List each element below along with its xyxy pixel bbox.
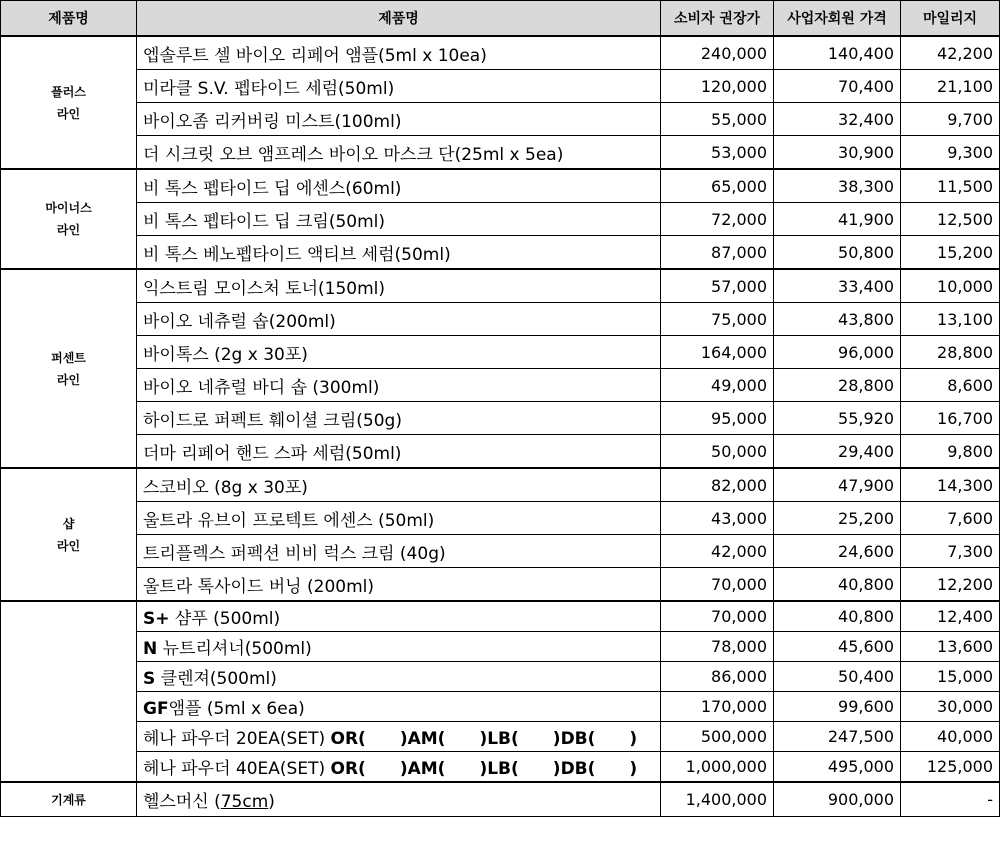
product-name-cell [137,662,661,692]
table-row [1,303,1000,336]
category-label: 라인 [56,106,81,121]
mileage-cell: 9,300 [901,136,1000,170]
mileage-cell: 12,400 [901,601,1000,632]
table-header-row [1,1,1000,37]
member-price-cell: 50,800 [774,236,901,270]
table-row [1,535,1000,568]
table-row [1,269,1000,303]
product-name-cell [137,103,661,136]
member-price-cell: 247,500 [774,722,901,752]
option-label: ) [629,729,638,749]
product-name-cell [137,692,661,722]
product-name-cell [137,269,661,303]
retail-price-cell: 50,000 [661,435,774,469]
retail-price-cell: 87,000 [661,236,774,270]
product-name-cell [137,435,661,469]
mileage-cell: 9,800 [901,435,1000,469]
table-row [1,722,1000,752]
option-label: OR( [330,729,366,749]
product-size: 75cm [220,792,269,812]
retail-price-cell: 170,000 [661,692,774,722]
product-name: 엡솔루트 셀 바이오 리페어 앰플(5ml x 10ea) [143,45,487,66]
product-name: 울트라 톡사이드 버닝 (200ml) [143,576,375,597]
product-name-cell [137,136,661,170]
category-label: 라인 [56,372,81,387]
product-name-cell [137,236,661,270]
product-name-cell [137,468,661,502]
retail-price-cell: 1,400,000 [661,782,774,817]
retail-price-cell: 120,000 [661,70,774,103]
category-label: 퍼센트 [51,350,86,365]
option-label: ) [629,759,638,779]
mileage-cell: 14,300 [901,468,1000,502]
table-row [1,468,1000,502]
mileage-cell: 9,700 [901,103,1000,136]
table-row [1,369,1000,402]
category-cell [1,782,137,817]
mileage-cell: 7,600 [901,502,1000,535]
member-price-cell: 41,900 [774,203,901,236]
mileage-cell: 30,000 [901,692,1000,722]
mileage-cell: 12,500 [901,203,1000,236]
table-row [1,103,1000,136]
product-name-cell [137,568,661,602]
option-label: OR( [330,759,366,779]
member-price-cell: 495,000 [774,752,901,783]
product-name: 바이오 네츄럴 솝(200ml) [143,311,336,332]
mileage-cell: 125,000 [901,752,1000,783]
category-cell [1,36,137,169]
header-product-name: 제품명 [137,1,661,37]
product-name: 헤나 파우더 20EA(SET) [143,729,331,749]
mileage-cell: 13,600 [901,632,1000,662]
retail-price-cell: 70,000 [661,568,774,602]
retail-price-cell: 82,000 [661,468,774,502]
mileage-cell: 15,200 [901,236,1000,270]
member-price-cell: 70,400 [774,70,901,103]
retail-price-cell: 70,000 [661,601,774,632]
table-row [1,70,1000,103]
product-name: 미라클 S.V. 펩타이드 세럼(50ml) [143,78,395,99]
category-label: 마이너스 [45,201,92,215]
member-price-cell: 38,300 [774,169,901,203]
mileage-cell: 12,200 [901,568,1000,602]
product-name-cell [137,632,661,662]
table-row [1,692,1000,722]
product-name: 클렌져(500ml) [155,669,277,689]
retail-price-cell: 72,000 [661,203,774,236]
table-row [1,169,1000,203]
product-name: 뉴트리셔너(500ml) [157,639,312,659]
mileage-cell: 7,300 [901,535,1000,568]
option-label: )DB( [552,759,596,779]
mileage-cell: 8,600 [901,369,1000,402]
member-price-cell: 45,600 [774,632,901,662]
retail-price-cell: 55,000 [661,103,774,136]
header-member-price: 사업자회원 가격 [774,1,901,37]
table-row [1,568,1000,602]
product-name-cell [137,369,661,402]
header-category: 제품명 [1,1,137,37]
retail-price-cell: 1,000,000 [661,752,774,783]
product-name-cell [137,36,661,70]
product-code: N [143,639,158,659]
member-price-cell: 40,800 [774,568,901,602]
header-retail-price: 소비자 권장가 [661,1,774,37]
product-code: S [143,669,156,689]
retail-price-cell: 164,000 [661,336,774,369]
product-code: GF [143,699,169,719]
option-label: )LB( [479,759,519,779]
table-row [1,36,1000,70]
mileage-cell: 10,000 [901,269,1000,303]
member-price-cell: 99,600 [774,692,901,722]
table-body [1,36,1000,817]
product-name: 비 톡스 펩타이드 딥 크림(50ml) [143,211,386,232]
table-row [1,236,1000,270]
retail-price-cell: 500,000 [661,722,774,752]
mileage-cell: 11,500 [901,169,1000,203]
member-price-cell: 96,000 [774,336,901,369]
product-name: 샴푸 (500ml) [169,609,281,629]
retail-price-cell: 78,000 [661,632,774,662]
product-name: 비 톡스 베노펩타이드 액티브 세럼(50ml) [143,244,451,265]
product-name: 앰플 (5ml x 6ea) [168,699,305,719]
category-cell [1,468,137,601]
product-name-cell [137,203,661,236]
member-price-cell: 47,900 [774,468,901,502]
option-label: )LB( [479,729,519,749]
product-name-cell [137,402,661,435]
product-name: 비 톡스 펩타이드 딥 에센스(60ml) [143,178,402,199]
product-name-cell [137,70,661,103]
table-row [1,662,1000,692]
product-name: 하이드로 퍼펙트 훼이셜 크림(50g) [143,410,402,431]
member-price-cell: 33,400 [774,269,901,303]
category-label: 라인 [56,538,81,553]
retail-price-cell: 95,000 [661,402,774,435]
mileage-cell: - [901,782,1000,817]
header-mileage: 마일리지 [901,1,1000,37]
table-row [1,782,1000,817]
product-name: 울트라 유브이 프로텍트 에센스 (50ml) [143,510,435,531]
member-price-cell: 900,000 [774,782,901,817]
product-name: 바이톡스 (2g x 30포) [143,344,308,365]
member-price-cell: 24,600 [774,535,901,568]
table-row [1,601,1000,632]
product-name: 더 시크릿 오브 앰프레스 바이오 마스크 단(25ml x 5ea) [143,144,564,165]
category-label: 라인 [56,223,81,237]
table-row [1,402,1000,435]
product-name-cell [137,169,661,203]
product-name-cell [137,502,661,535]
retail-price-cell: 65,000 [661,169,774,203]
member-price-cell: 29,400 [774,435,901,469]
product-name-cell [137,782,661,817]
product-name-end: ) [268,792,275,812]
mileage-cell: 13,100 [901,303,1000,336]
product-name-cell [137,752,661,783]
table-row [1,136,1000,170]
retail-price-cell: 42,000 [661,535,774,568]
mileage-cell: 40,000 [901,722,1000,752]
product-name-cell [137,336,661,369]
table-row [1,502,1000,535]
product-name-cell [137,722,661,752]
retail-price-cell: 53,000 [661,136,774,170]
option-label: )DB( [552,729,596,749]
product-name-cell [137,535,661,568]
table-row [1,336,1000,369]
member-price-cell: 32,400 [774,103,901,136]
member-price-cell: 28,800 [774,369,901,402]
product-code: S+ [143,609,170,629]
category-label: 플러스 [51,84,86,99]
table-row [1,435,1000,469]
product-name: 헤나 파우더 40EA(SET) [143,759,331,779]
member-price-cell: 43,800 [774,303,901,336]
retail-price-cell: 240,000 [661,36,774,70]
option-label: )AM( [399,729,446,749]
mileage-cell: 16,700 [901,402,1000,435]
retail-price-cell: 49,000 [661,369,774,402]
category-cell [1,601,137,782]
product-name: 바이오 네츄럴 바디 솝 (300ml) [143,377,380,398]
product-name: 더마 리페어 핸드 스파 세럼(50ml) [143,443,402,464]
product-name: 익스트림 모이스처 토너(150ml) [143,278,386,299]
retail-price-cell: 43,000 [661,502,774,535]
member-price-cell: 50,400 [774,662,901,692]
product-name: 바이오좀 리커버링 미스트(100ml) [143,111,402,132]
category-cell [1,269,137,468]
member-price-cell: 25,200 [774,502,901,535]
mileage-cell: 28,800 [901,336,1000,369]
retail-price-cell: 57,000 [661,269,774,303]
option-label: )AM( [399,759,446,779]
mileage-cell: 42,200 [901,36,1000,70]
category-label: 기계류 [51,792,86,807]
table-row [1,203,1000,236]
mileage-cell: 21,100 [901,70,1000,103]
product-name-cell [137,601,661,632]
retail-price-cell: 86,000 [661,662,774,692]
product-name-cell [137,303,661,336]
member-price-cell: 30,900 [774,136,901,170]
table-row [1,752,1000,783]
member-price-cell: 140,400 [774,36,901,70]
member-price-cell: 55,920 [774,402,901,435]
member-price-cell: 40,800 [774,601,901,632]
product-name: 스코비오 (8g x 30포) [143,477,308,498]
retail-price-cell: 75,000 [661,303,774,336]
product-name: 헬스머신 ( [143,792,221,812]
category-label: 샵 [62,516,75,531]
mileage-cell: 15,000 [901,662,1000,692]
table-row [1,632,1000,662]
product-name: 트리플렉스 퍼펙션 비비 럭스 크림 (40g) [143,543,446,564]
category-cell [1,169,137,269]
